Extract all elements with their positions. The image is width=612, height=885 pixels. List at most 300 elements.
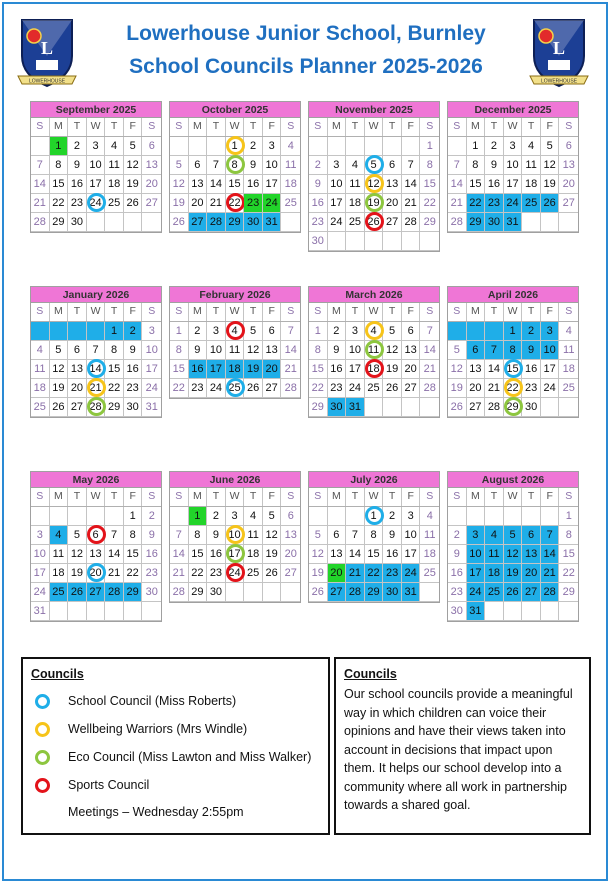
day-cell: 26 bbox=[504, 583, 523, 602]
day-of-week-header: T bbox=[485, 488, 504, 506]
day-of-week-header: T bbox=[207, 118, 226, 136]
day-cell: 8 bbox=[124, 526, 143, 545]
day-cell: 20 bbox=[328, 564, 347, 583]
day-cell: 9 bbox=[189, 341, 208, 360]
councils-info bbox=[334, 657, 591, 835]
day-cell: 12 bbox=[170, 175, 189, 194]
day-cell: 16 bbox=[309, 194, 328, 213]
day-cell: 20 bbox=[467, 379, 486, 398]
day-of-week-header: S bbox=[170, 118, 189, 136]
day-cell: 1 bbox=[124, 507, 143, 526]
day-cell: 4 bbox=[485, 526, 504, 545]
day-cell: 28 bbox=[281, 379, 300, 398]
day-cell: 23 bbox=[448, 583, 467, 602]
day-cell: 9 bbox=[244, 156, 263, 175]
empty-day-cell bbox=[68, 322, 87, 341]
empty-day-cell bbox=[105, 507, 124, 526]
day-cell: 29 bbox=[504, 398, 523, 417]
day-cell: 28 bbox=[87, 398, 106, 417]
empty-day-cell bbox=[87, 602, 106, 621]
day-of-week-header: F bbox=[124, 488, 143, 506]
day-cell: 27 bbox=[383, 213, 402, 232]
day-cell: 8 bbox=[105, 341, 124, 360]
yellow-ring-icon bbox=[504, 378, 523, 397]
day-of-week-header: F bbox=[263, 118, 282, 136]
day-cell: 21 bbox=[207, 194, 226, 213]
day-cell: 6 bbox=[263, 322, 282, 341]
day-cell: 2 bbox=[383, 507, 402, 526]
day-cell: 22 bbox=[226, 194, 245, 213]
day-cell: 21 bbox=[346, 564, 365, 583]
day-cell: 10 bbox=[142, 341, 161, 360]
day-cell: 14 bbox=[420, 341, 439, 360]
day-cell: 17 bbox=[346, 360, 365, 379]
day-cell: 30 bbox=[207, 583, 226, 602]
day-cell: 17 bbox=[226, 545, 245, 564]
day-cell: 13 bbox=[263, 341, 282, 360]
day-of-week-header: S bbox=[565, 305, 573, 317]
day-of-week-header: T bbox=[68, 488, 87, 506]
day-cell: 28 bbox=[420, 379, 439, 398]
day-cell: 7 bbox=[448, 156, 467, 175]
day-of-week-header: S bbox=[448, 303, 467, 321]
day-cell: 29 bbox=[467, 213, 486, 232]
day-cell: 8 bbox=[467, 156, 486, 175]
day-cell: 10 bbox=[504, 156, 523, 175]
month-calendar bbox=[30, 471, 162, 622]
day-cell: 1 bbox=[189, 507, 208, 526]
day-of-week-header: T bbox=[68, 303, 87, 321]
month-title: April 2026 bbox=[447, 286, 579, 303]
day-cell: 20 bbox=[68, 379, 87, 398]
day-cell: 29 bbox=[559, 583, 578, 602]
day-cell: 28 bbox=[31, 213, 50, 232]
day-cell: 5 bbox=[365, 156, 384, 175]
day-cell: 9 bbox=[448, 545, 467, 564]
day-cell: 10 bbox=[263, 156, 282, 175]
day-of-week-header: T bbox=[105, 118, 124, 136]
day-cell: 15 bbox=[170, 360, 189, 379]
day-cell: 25 bbox=[365, 379, 384, 398]
empty-day-cell bbox=[87, 322, 106, 341]
day-cell: 14 bbox=[170, 545, 189, 564]
legend-label: Wellbeing Warriors (Mrs Windle) bbox=[68, 722, 248, 736]
day-cell: 18 bbox=[31, 379, 50, 398]
day-cell: 27 bbox=[522, 583, 541, 602]
day-cell: 30 bbox=[328, 398, 347, 417]
day-cell: 3 bbox=[87, 137, 106, 156]
legend-label: Eco Council (Miss Lawton and Miss Walker) bbox=[68, 750, 312, 764]
day-of-week-header: S bbox=[148, 305, 156, 317]
day-of-week-header: F bbox=[402, 488, 421, 506]
day-cell: 1 bbox=[226, 137, 245, 156]
legend-item-sports-council bbox=[35, 775, 149, 795]
day-cell: 11 bbox=[50, 545, 69, 564]
day-cell: 19 bbox=[170, 194, 189, 213]
empty-day-cell bbox=[420, 398, 439, 417]
empty-day-cell bbox=[448, 137, 467, 156]
day-cell: 6 bbox=[68, 341, 87, 360]
month-title: May 2026 bbox=[30, 471, 162, 488]
day-cell: 10 bbox=[226, 526, 245, 545]
month-calendar bbox=[169, 286, 301, 399]
empty-day-cell bbox=[420, 232, 439, 251]
month-title: November 2025 bbox=[308, 101, 440, 118]
day-cell: 5 bbox=[68, 526, 87, 545]
month-calendar bbox=[447, 471, 579, 622]
day-cell: 2 bbox=[124, 322, 143, 341]
day-cell: 11 bbox=[244, 526, 263, 545]
legend-label: School Council (Miss Roberts) bbox=[68, 694, 237, 708]
day-cell: 23 bbox=[244, 194, 263, 213]
day-cell: 25 bbox=[226, 379, 245, 398]
blue-ring-icon bbox=[226, 378, 245, 397]
day-of-week-header: T bbox=[244, 118, 263, 136]
day-cell: 26 bbox=[263, 564, 282, 583]
empty-day-cell bbox=[522, 213, 541, 232]
empty-day-cell bbox=[281, 213, 300, 232]
day-cell: 8 bbox=[559, 526, 578, 545]
empty-day-cell bbox=[541, 213, 560, 232]
red-ring-icon bbox=[365, 212, 384, 231]
day-cell: 9 bbox=[124, 341, 143, 360]
day-of-week-header: S bbox=[170, 303, 189, 321]
day-cell: 31 bbox=[467, 602, 486, 621]
day-cell: 22 bbox=[50, 194, 69, 213]
day-cell: 11 bbox=[420, 526, 439, 545]
day-cell: 23 bbox=[189, 379, 208, 398]
day-cell: 20 bbox=[189, 194, 208, 213]
yellow-ring-icon bbox=[226, 136, 245, 155]
day-cell: 13 bbox=[281, 526, 300, 545]
day-cell: 11 bbox=[31, 360, 50, 379]
empty-day-cell bbox=[170, 137, 189, 156]
day-cell: 3 bbox=[263, 137, 282, 156]
day-cell: 25 bbox=[281, 194, 300, 213]
day-cell: 21 bbox=[170, 564, 189, 583]
month-title: March 2026 bbox=[308, 286, 440, 303]
day-cell: 4 bbox=[559, 322, 578, 341]
day-cell: 13 bbox=[87, 545, 106, 564]
day-of-week-header: T bbox=[383, 488, 402, 506]
day-cell: 27 bbox=[467, 398, 486, 417]
day-cell: 29 bbox=[420, 213, 439, 232]
day-cell: 2 bbox=[189, 322, 208, 341]
day-cell: 17 bbox=[142, 360, 161, 379]
red-ring-icon bbox=[226, 193, 245, 212]
day-cell: 27 bbox=[142, 194, 161, 213]
day-cell: 16 bbox=[207, 545, 226, 564]
day-cell: 10 bbox=[328, 175, 347, 194]
day-cell: 18 bbox=[281, 175, 300, 194]
day-cell: 8 bbox=[420, 156, 439, 175]
day-cell: 31 bbox=[402, 583, 421, 602]
day-cell: 4 bbox=[420, 507, 439, 526]
day-cell: 16 bbox=[189, 360, 208, 379]
day-of-week-header: W bbox=[365, 118, 384, 136]
day-of-week-header: F bbox=[541, 488, 560, 506]
day-cell: 3 bbox=[541, 322, 560, 341]
day-cell: 8 bbox=[50, 156, 69, 175]
day-cell: 14 bbox=[31, 175, 50, 194]
day-cell: 28 bbox=[105, 583, 124, 602]
day-cell: 11 bbox=[281, 156, 300, 175]
day-cell: 1 bbox=[559, 507, 578, 526]
day-cell: 14 bbox=[281, 341, 300, 360]
day-cell: 18 bbox=[522, 175, 541, 194]
empty-day-cell bbox=[504, 602, 523, 621]
day-of-week-header: M bbox=[189, 118, 208, 136]
day-cell: 5 bbox=[124, 137, 143, 156]
day-cell: 10 bbox=[541, 341, 560, 360]
day-cell: 16 bbox=[124, 360, 143, 379]
day-of-week-header: T bbox=[522, 118, 541, 136]
day-cell: 26 bbox=[244, 379, 263, 398]
day-cell: 11 bbox=[226, 341, 245, 360]
day-cell: 3 bbox=[402, 507, 421, 526]
green-ring-icon bbox=[504, 397, 523, 416]
month-title: June 2026 bbox=[169, 471, 301, 488]
month-calendar bbox=[30, 101, 162, 233]
page-title: Lowerhouse Junior School, Burnley bbox=[126, 22, 486, 45]
day-cell: 16 bbox=[383, 545, 402, 564]
empty-day-cell bbox=[522, 602, 541, 621]
day-cell: 25 bbox=[485, 583, 504, 602]
day-cell: 8 bbox=[504, 341, 523, 360]
red-ring-icon bbox=[226, 321, 245, 340]
councils-legend bbox=[21, 657, 330, 835]
day-cell: 4 bbox=[346, 156, 365, 175]
day-cell: 3 bbox=[207, 322, 226, 341]
day-cell: 29 bbox=[189, 583, 208, 602]
day-cell: 13 bbox=[142, 156, 161, 175]
day-cell: 24 bbox=[328, 213, 347, 232]
day-cell: 12 bbox=[448, 360, 467, 379]
day-cell: 7 bbox=[170, 526, 189, 545]
day-of-week-header: M bbox=[467, 303, 486, 321]
empty-day-cell bbox=[383, 398, 402, 417]
month-title: July 2026 bbox=[308, 471, 440, 488]
day-cell: 9 bbox=[522, 341, 541, 360]
day-cell: 14 bbox=[448, 175, 467, 194]
day-cell: 19 bbox=[263, 545, 282, 564]
day-cell: 1 bbox=[365, 507, 384, 526]
empty-day-cell bbox=[504, 507, 523, 526]
day-cell: 26 bbox=[448, 398, 467, 417]
blue-ring-icon bbox=[87, 563, 106, 582]
day-of-week-header: W bbox=[87, 488, 106, 506]
day-cell: 22 bbox=[309, 379, 328, 398]
svg-text:L: L bbox=[552, 38, 566, 58]
month-title: December 2025 bbox=[447, 101, 579, 118]
day-cell: 4 bbox=[365, 322, 384, 341]
day-cell: 26 bbox=[309, 583, 328, 602]
day-cell: 1 bbox=[467, 137, 486, 156]
svg-text:LOWERHOUSE: LOWERHOUSE bbox=[540, 78, 578, 85]
day-of-week-header: S bbox=[148, 490, 156, 502]
day-cell: 21 bbox=[485, 379, 504, 398]
day-cell: 10 bbox=[31, 545, 50, 564]
day-cell: 6 bbox=[522, 526, 541, 545]
empty-day-cell bbox=[124, 602, 143, 621]
day-cell: 3 bbox=[31, 526, 50, 545]
day-cell: 20 bbox=[142, 175, 161, 194]
day-cell: 7 bbox=[281, 322, 300, 341]
day-cell: 15 bbox=[226, 175, 245, 194]
month-calendar bbox=[308, 286, 440, 418]
day-cell: 13 bbox=[68, 360, 87, 379]
day-cell: 16 bbox=[522, 360, 541, 379]
day-cell: 13 bbox=[467, 360, 486, 379]
day-cell: 1 bbox=[105, 322, 124, 341]
day-cell: 19 bbox=[309, 564, 328, 583]
empty-day-cell bbox=[105, 213, 124, 232]
month-title: January 2026 bbox=[30, 286, 162, 303]
day-cell: 18 bbox=[50, 564, 69, 583]
blue-ring-icon bbox=[365, 506, 384, 525]
day-of-week-header: F bbox=[263, 303, 282, 321]
empty-day-cell bbox=[559, 602, 578, 621]
day-cell: 15 bbox=[559, 545, 578, 564]
day-cell: 15 bbox=[309, 360, 328, 379]
month-calendar bbox=[30, 286, 162, 418]
empty-day-cell bbox=[402, 232, 421, 251]
day-cell: 18 bbox=[420, 545, 439, 564]
empty-day-cell bbox=[365, 137, 384, 156]
day-cell: 2 bbox=[244, 137, 263, 156]
day-of-week-header: W bbox=[504, 118, 523, 136]
empty-day-cell bbox=[50, 507, 69, 526]
day-of-week-header: S bbox=[448, 488, 467, 506]
day-cell: 19 bbox=[541, 175, 560, 194]
yellow-ring-icon bbox=[87, 378, 106, 397]
empty-day-cell bbox=[522, 507, 541, 526]
day-of-week-header: T bbox=[105, 488, 124, 506]
day-cell: 22 bbox=[365, 564, 384, 583]
day-cell: 29 bbox=[50, 213, 69, 232]
day-cell: 30 bbox=[448, 602, 467, 621]
day-cell: 10 bbox=[87, 156, 106, 175]
day-cell: 12 bbox=[309, 545, 328, 564]
day-cell: 24 bbox=[346, 379, 365, 398]
empty-day-cell bbox=[467, 322, 486, 341]
day-cell: 4 bbox=[105, 137, 124, 156]
day-cell: 23 bbox=[124, 379, 143, 398]
day-cell: 28 bbox=[541, 583, 560, 602]
day-of-week-header: T bbox=[346, 303, 365, 321]
day-cell: 29 bbox=[124, 583, 143, 602]
day-cell: 7 bbox=[402, 156, 421, 175]
day-cell: 12 bbox=[504, 545, 523, 564]
day-cell: 18 bbox=[226, 360, 245, 379]
day-cell: 20 bbox=[383, 194, 402, 213]
day-of-week-header: M bbox=[50, 488, 69, 506]
day-of-week-header: F bbox=[124, 303, 143, 321]
day-cell: 22 bbox=[170, 379, 189, 398]
day-cell: 7 bbox=[105, 526, 124, 545]
day-cell: 1 bbox=[170, 322, 189, 341]
meeting-time: Meetings – Wednesday 2:55pm bbox=[68, 805, 244, 819]
day-cell: 16 bbox=[244, 175, 263, 194]
day-of-week-header: S bbox=[426, 490, 434, 502]
day-cell: 2 bbox=[207, 507, 226, 526]
day-cell: 7 bbox=[346, 526, 365, 545]
day-of-week-header: T bbox=[383, 118, 402, 136]
day-cell: 4 bbox=[31, 341, 50, 360]
empty-day-cell bbox=[448, 507, 467, 526]
day-cell: 4 bbox=[244, 507, 263, 526]
day-cell: 20 bbox=[522, 564, 541, 583]
empty-day-cell bbox=[142, 213, 161, 232]
day-of-week-header: F bbox=[124, 118, 143, 136]
empty-day-cell bbox=[541, 398, 560, 417]
day-cell: 14 bbox=[485, 360, 504, 379]
day-cell: 26 bbox=[124, 194, 143, 213]
day-cell: 18 bbox=[244, 545, 263, 564]
empty-day-cell bbox=[68, 507, 87, 526]
empty-day-cell bbox=[485, 602, 504, 621]
day-cell: 3 bbox=[467, 526, 486, 545]
day-of-week-header: M bbox=[189, 488, 208, 506]
red-ring-icon bbox=[226, 563, 245, 582]
empty-day-cell bbox=[87, 507, 106, 526]
day-cell: 18 bbox=[346, 194, 365, 213]
day-cell: 19 bbox=[68, 564, 87, 583]
day-cell: 24 bbox=[263, 194, 282, 213]
empty-day-cell bbox=[383, 137, 402, 156]
day-cell: 26 bbox=[383, 379, 402, 398]
day-cell: 24 bbox=[142, 379, 161, 398]
day-of-week-header: T bbox=[522, 303, 541, 321]
empty-day-cell bbox=[365, 232, 384, 251]
day-cell: 12 bbox=[541, 156, 560, 175]
day-cell: 9 bbox=[309, 175, 328, 194]
day-cell: 26 bbox=[68, 583, 87, 602]
day-cell: 4 bbox=[226, 322, 245, 341]
empty-day-cell bbox=[346, 507, 365, 526]
school-crest-icon bbox=[16, 16, 78, 90]
day-cell: 9 bbox=[328, 341, 347, 360]
day-cell: 19 bbox=[365, 194, 384, 213]
day-cell: 23 bbox=[68, 194, 87, 213]
day-cell: 24 bbox=[226, 564, 245, 583]
blue-ring-icon bbox=[35, 694, 50, 709]
day-cell: 3 bbox=[346, 322, 365, 341]
day-cell: 13 bbox=[559, 156, 578, 175]
day-cell: 5 bbox=[244, 322, 263, 341]
day-cell: 22 bbox=[559, 564, 578, 583]
day-cell: 12 bbox=[124, 156, 143, 175]
day-of-week-header: S bbox=[309, 488, 328, 506]
day-cell: 12 bbox=[50, 360, 69, 379]
day-cell: 19 bbox=[448, 379, 467, 398]
legend-item-eco-council bbox=[35, 747, 311, 767]
day-of-week-header: T bbox=[485, 118, 504, 136]
green-ring-icon bbox=[87, 397, 106, 416]
day-of-week-header: W bbox=[226, 303, 245, 321]
yellow-ring-icon bbox=[365, 321, 384, 340]
day-cell: 27 bbox=[559, 194, 578, 213]
day-cell: 26 bbox=[170, 213, 189, 232]
day-cell: 30 bbox=[124, 398, 143, 417]
day-cell: 23 bbox=[309, 213, 328, 232]
day-cell: 4 bbox=[522, 137, 541, 156]
day-cell: 15 bbox=[105, 360, 124, 379]
day-cell: 31 bbox=[263, 213, 282, 232]
day-cell: 22 bbox=[504, 379, 523, 398]
info-title: Councils bbox=[344, 667, 397, 681]
day-cell: 3 bbox=[226, 507, 245, 526]
